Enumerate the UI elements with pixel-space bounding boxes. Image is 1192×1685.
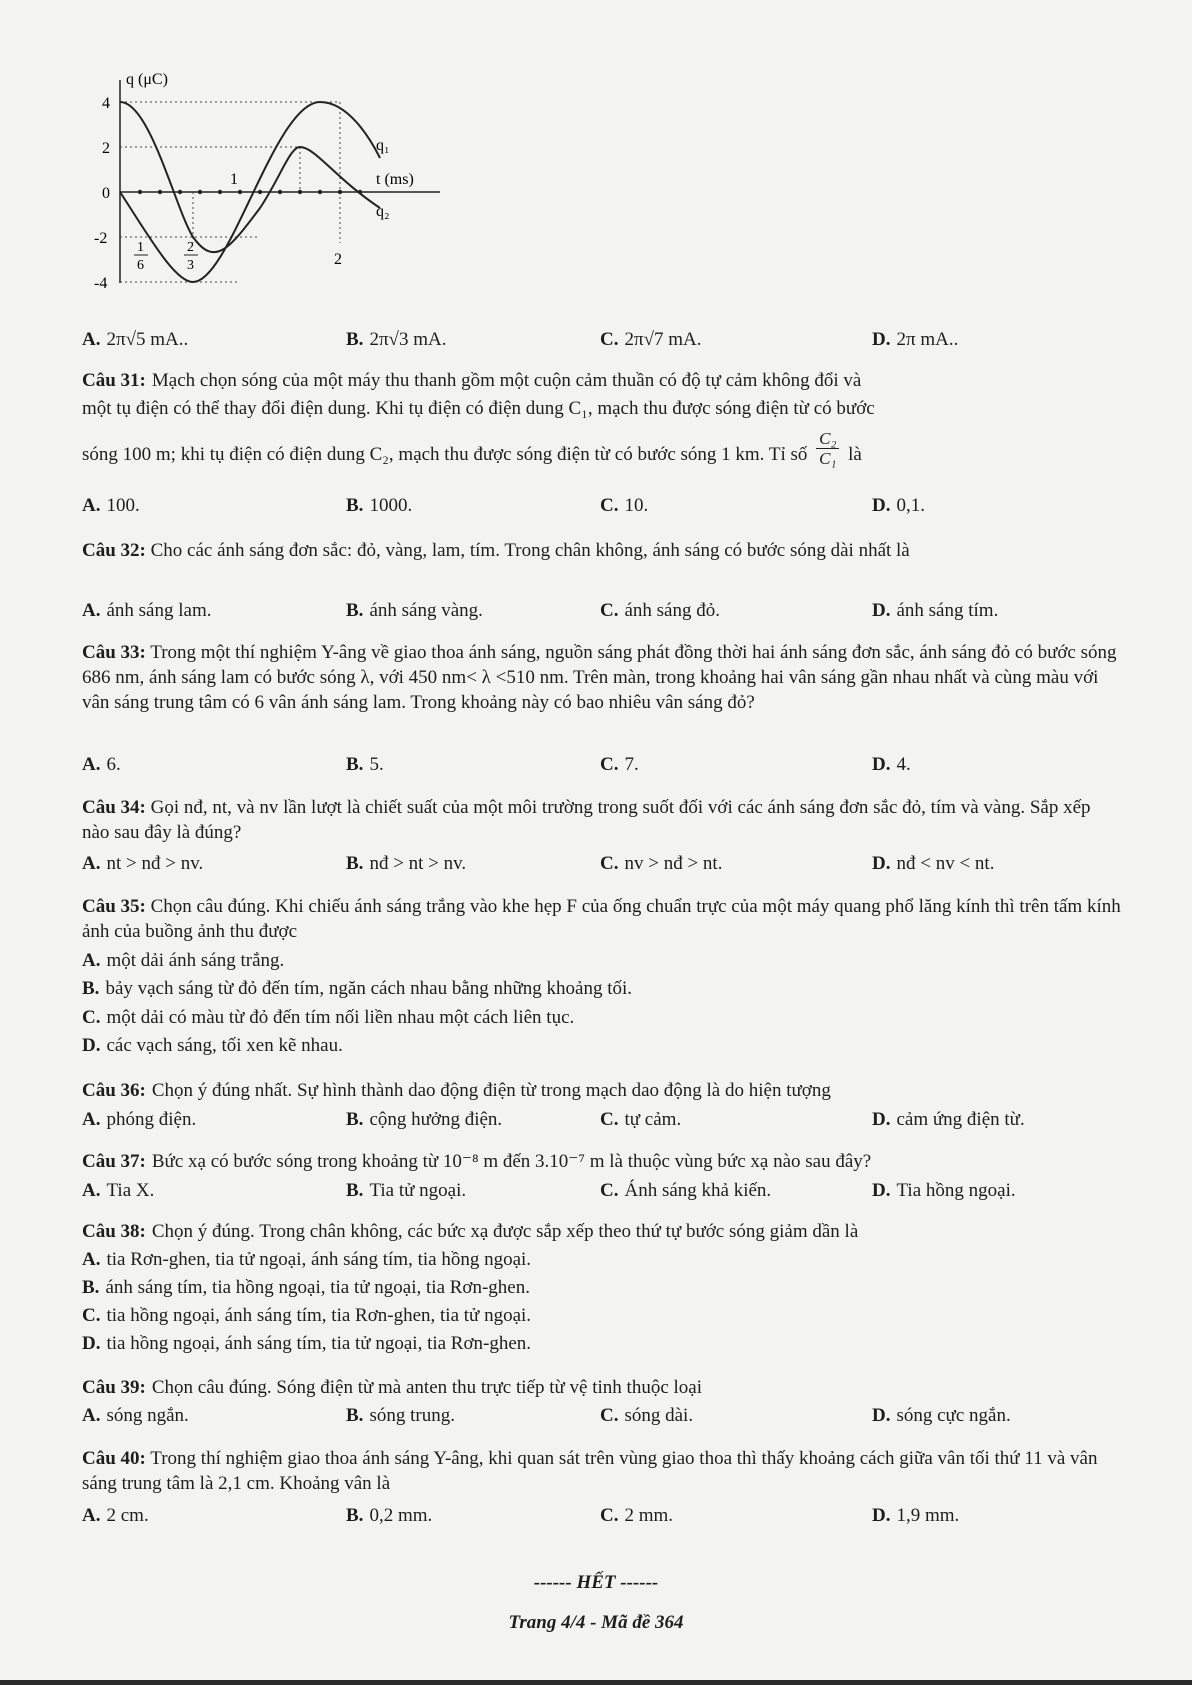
q36-stem: Câu 36: Chọn ý đúng nhất. Sự hình thành dao động điện từ trong mạch dao động là do hiện tượng — [82, 1080, 831, 1101]
q39-stem: Câu 39: Chọn câu đúng. Sóng điện từ mà anten thu trực tiếp từ vệ tinh thuộc loại — [82, 1377, 703, 1398]
curve-q2 — [120, 102, 380, 252]
q40-number: Câu 40: — [82, 1448, 146, 1469]
q37-option-c[interactable]: C. Ánh sáng khả kiến. — [600, 1180, 772, 1201]
q31-line-2: một tụ điện có thể thay đổi điện dung. Khi tụ điện có điện dung C₁, mạch thu được sóng điện từ có bước — [82, 398, 875, 419]
q39-option-a[interactable]: A. sóng ngắn. — [82, 1405, 189, 1426]
q38-option-a[interactable]: A. tia Rơn-ghen, tia tử ngoại, ánh sáng tím, tia hồng ngoại. — [82, 1249, 532, 1270]
q31-ratio-fraction: $\frac{\text{C₂}}{\text{C₁}}$ — [816, 429, 839, 468]
page-number: Trang 4/4 - Mã đề 364 — [508, 1612, 684, 1633]
q36-options — [82, 1107, 1122, 1133]
curve-q1-label: q₁ — [376, 137, 390, 154]
q36-option-a[interactable]: A. phóng điện. — [82, 1109, 197, 1130]
q30-option-b[interactable]: B. 2π√3 mA. — [346, 329, 447, 350]
q33-option-c[interactable]: C. 7. — [600, 754, 639, 775]
y-tick-minus4: -4 — [94, 275, 108, 292]
q33-stem: Câu 33: Trong một thí nghiệm Y-âng về giao thoa ánh sáng, nguồn sáng phát đồng thời hai ánh sáng đơn sắc, ánh sáng đỏ có bước sóng 686 nm, ánh sáng lam có bước sóng λ, với 450 nm< λ <510 nm. Trên màn, trong khoảng hai vân sáng gần nhau nhất và cùng màu với vân sáng trung tâm có 6 vân ánh sáng lam. Trong khoảng này có bao nhiêu vân sáng đỏ? — [82, 642, 1117, 713]
q37-options — [82, 1178, 1122, 1204]
q36-number: Câu 36: — [82, 1080, 146, 1101]
q36-option-d[interactable]: D. cảm ứng điện từ. — [872, 1109, 1025, 1130]
q31-number: Câu 31: — [82, 370, 146, 391]
y-axis-label: q (μC) — [126, 71, 168, 88]
q34-option-a[interactable]: A. nt > nđ > nv. — [82, 853, 204, 874]
q33-option-b[interactable]: B. 5. — [346, 754, 384, 775]
scan-edge — [0, 1680, 1192, 1685]
end-marker: ------ HẾT ------ — [533, 1572, 659, 1593]
q30-options — [82, 327, 1122, 353]
q34-option-b[interactable]: B. nđ > nt > nv. — [346, 853, 467, 874]
q39-option-d[interactable]: D. sóng cực ngắn. — [872, 1405, 1011, 1426]
q32-option-d[interactable]: D. ánh sáng tím. — [872, 600, 999, 621]
q40-option-a[interactable]: A. 2 cm. — [82, 1505, 149, 1526]
q35-number: Câu 35: — [82, 896, 146, 917]
q40-options — [82, 1503, 1122, 1529]
x-frac-2-den: 3 — [187, 258, 194, 273]
q40-option-d[interactable]: D. 1,9 mm. — [872, 1505, 960, 1526]
x-tick-1: 1 — [230, 171, 238, 188]
q35-option-c[interactable]: C. một dải có màu từ đỏ đến tím nối liền nhau một cách liên tục. — [82, 1007, 575, 1028]
q32-option-a[interactable]: A. ánh sáng lam. — [82, 600, 212, 621]
q33-number: Câu 33: — [82, 642, 146, 663]
y-tick-4: 4 — [102, 95, 110, 112]
q31-line-3: sóng 100 m; khi tụ điện có điện dung C₂, mạch thu được sóng điện từ có bước sóng 1 km. Tỉ số $\frac{\text{C₂}}{\text{C₁}}$ là — [82, 429, 862, 469]
q40-option-b[interactable]: B. 0,2 mm. — [346, 1505, 433, 1526]
q33-option-d[interactable]: D. 4. — [872, 754, 911, 775]
q39-options — [82, 1403, 1122, 1429]
q35-option-b[interactable]: B. bảy vạch sáng từ đỏ đến tím, ngăn cách nhau bằng những khoảng tối. — [82, 978, 633, 999]
q30-option-c[interactable]: C. 2π√7 mA. — [600, 329, 702, 350]
q34-stem: Câu 34: Gọi nđ, nt, và nv lần lượt là chiết suất của một môi trường trong suốt đối với các ánh sáng đơn sắc đỏ, tím và vàng. Sắp xếp nào sau đây là đúng? — [82, 797, 1091, 843]
q39-option-b[interactable]: B. sóng trung. — [346, 1405, 455, 1426]
q37-number: Câu 37: — [82, 1151, 146, 1172]
q38-option-d[interactable]: D. tia hồng ngoại, ánh sáng tím, tia tử ngoại, tia Rơn-ghen. — [82, 1333, 532, 1354]
q33-options — [82, 752, 1122, 778]
q32-option-c[interactable]: C. ánh sáng đỏ. — [600, 600, 720, 621]
q35-option-a[interactable]: A. một dải ánh sáng trắng. — [82, 950, 285, 971]
q37-option-d[interactable]: D. Tia hồng ngoại. — [872, 1180, 1016, 1201]
x-frac-1-den: 6 — [137, 258, 144, 273]
q40-option-c[interactable]: C. 2 mm. — [600, 1505, 674, 1526]
q32-number: Câu 32: — [82, 540, 146, 561]
q38-number: Câu 38: — [82, 1221, 146, 1242]
q38-stem: Câu 38: Chọn ý đúng. Trong chân không, các bức xạ được sắp xếp theo thứ tự bước sóng giảm dần là — [82, 1221, 859, 1242]
q31-option-b[interactable]: B. 1000. — [346, 495, 413, 516]
curve-q2-label: q₂ — [376, 203, 390, 220]
q34-option-c[interactable]: C. nv > nđ > nt. — [600, 853, 723, 874]
q30-option-d[interactable]: D. 2π mA.. — [872, 329, 959, 350]
q38-option-c[interactable]: C. tia hồng ngoại, ánh sáng tím, tia Rơn-ghen, tia tử ngoại. — [82, 1305, 532, 1326]
q37-option-b[interactable]: B. Tia tử ngoại. — [346, 1180, 467, 1201]
q34-option-d[interactable]: D. nđ < nv < nt. — [872, 853, 995, 874]
x-axis-label: t (ms) — [376, 171, 414, 188]
q35-stem: Câu 35: Chọn câu đúng. Khi chiếu ánh sáng trắng vào khe hẹp F của ống chuẩn trực của một máy quang phổ lăng kính thì trên tấm kính ảnh của buồng ảnh thu được — [82, 896, 1121, 942]
y-tick-minus2: -2 — [94, 230, 108, 247]
q32-stem: Câu 32: Cho các ánh sáng đơn sắc: đỏ, vàng, lam, tím. Trong chân không, ánh sáng có bước sóng dài nhất là — [82, 540, 910, 561]
y-tick-0: 0 — [102, 185, 110, 202]
x-frac-2-num: 2 — [187, 240, 194, 255]
q31-line-1: Câu 31: Mạch chọn sóng của một máy thu thanh gồm một cuộn cảm thuần có độ tự cảm không đổi và — [82, 370, 862, 391]
q33-option-a[interactable]: A. 6. — [82, 754, 121, 775]
q40-stem: Câu 40: Trong thí nghiệm giao thoa ánh sáng Y-âng, khi quan sát trên vùng giao thoa thì thấy khoảng cách giữa vân tối thứ 11 và vân sáng trung tâm là 2,1 cm. Khoảng vân là — [82, 1448, 1098, 1494]
q39-option-c[interactable]: C. sóng dài. — [600, 1405, 694, 1426]
q31-option-d[interactable]: D. 0,1. — [872, 495, 925, 516]
charge-time-graph — [80, 68, 460, 293]
x-frac-1-num: 1 — [137, 240, 144, 255]
q37-stem: Câu 37: Bức xạ có bước sóng trong khoảng từ 10⁻⁸ m đến 3.10⁻⁷ m là thuộc vùng bức xạ nào sau đây? — [82, 1151, 872, 1172]
q37-option-a[interactable]: A. Tia X. — [82, 1180, 155, 1201]
q30-option-a[interactable]: A. 2π√5 mA.. — [82, 329, 189, 350]
q32-options — [82, 598, 1122, 624]
q32-option-b[interactable]: B. ánh sáng vàng. — [346, 600, 483, 621]
q34-options — [82, 851, 1122, 877]
q36-option-c[interactable]: C. tự cảm. — [600, 1109, 682, 1130]
q31-options — [82, 493, 1122, 519]
q31-option-c[interactable]: C. 10. — [600, 495, 649, 516]
q38-option-b[interactable]: B. ánh sáng tím, tia hồng ngoại, tia tử ngoại, tia Rơn-ghen. — [82, 1277, 530, 1298]
q39-number: Câu 39: — [82, 1377, 146, 1398]
q34-number: Câu 34: — [82, 797, 146, 818]
q36-option-b[interactable]: B. cộng hưởng điện. — [346, 1109, 503, 1130]
x-tick-2: 2 — [334, 251, 342, 268]
y-tick-2: 2 — [102, 140, 110, 157]
q31-option-a[interactable]: A. 100. — [82, 495, 140, 516]
q35-option-d[interactable]: D. các vạch sáng, tối xen kẽ nhau. — [82, 1035, 343, 1056]
